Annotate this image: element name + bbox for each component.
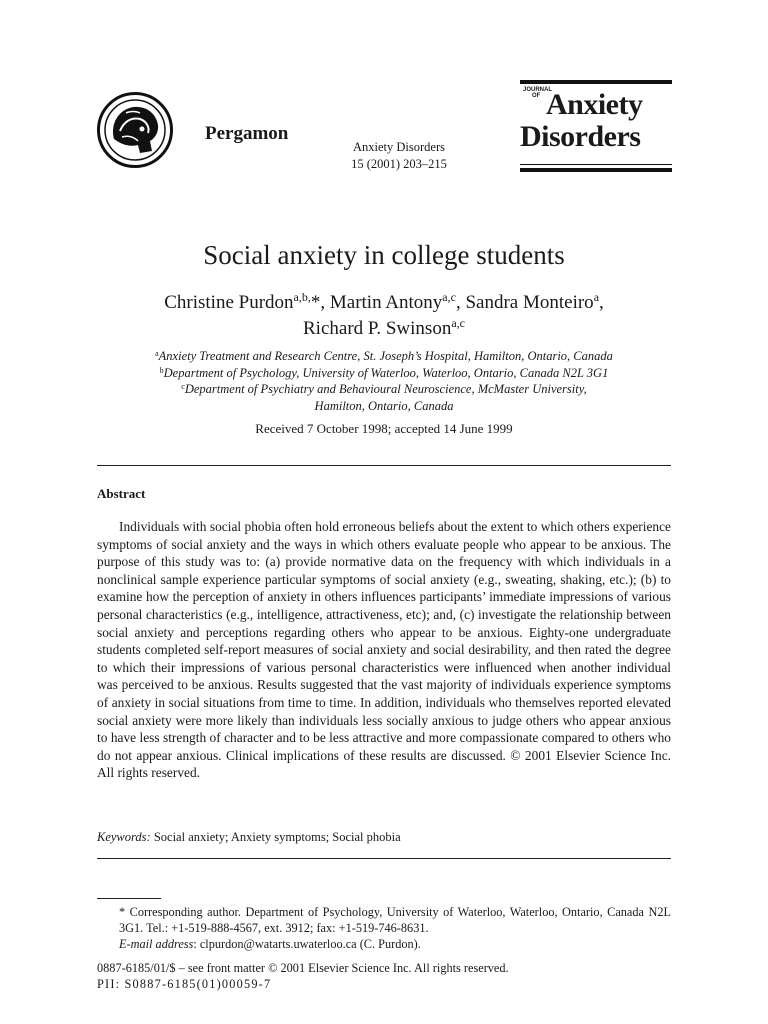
keywords-label: Keywords: [97,830,151,844]
author-name: Sandra Monteiro [465,292,594,313]
helmeted-head-icon [100,95,170,165]
logo-word-disorders: Disorders [520,120,641,153]
logo-word-anxiety: Anxiety [546,88,643,121]
corresponding-author-note: * Corresponding author. Department of Psychology, University of Waterloo, Waterloo, Ontario, Canada N2L 3G1. Tel.: +1-519-888-4567, ext. 3912; fax: +1-519-746-8631. [119,905,671,936]
affiliation-a: $^a$Anxiety Treatment and Research Centre, St. Joseph’s Hospital, Hamilton, Ontario, Canada [155,349,613,363]
author-name: Richard P. Swinson [303,318,452,339]
affiliation-c: $^c$Department of Psychiatry and Behavioural Neuroscience, McMaster University, [181,382,587,396]
journal-name: Anxiety Disorders [353,140,445,154]
author-affil-sup: a,b, [293,290,311,304]
footnote [97,904,671,953]
logo-bottom-bar [520,168,672,172]
pii-line: PII: S0887-6185(01)00059-7 [97,977,272,991]
received-dates: Received 7 October 1998; accepted 14 June 1999 [255,421,513,436]
divider-top [97,465,671,466]
front-matter-line: 0887-6185/01/$ – see front matter © 2001 Elsevier Science Inc. All rights reserved. [97,961,509,975]
abstract-body: Individuals with social phobia often hold erroneous beliefs about the extent to which others experience symptoms of social anxiety and the ways in which others evaluate people who appear to be anxious. The purpose of this study was to: (a) provide normative data on the frequency with which individuals in a nonclinical sample experience particular symptoms of social anxiety (e.g., sweating, shaking, etc.); (b) to examine how the perception of anxiety in others influences participants’ immediate impressions of various personal characteristics (e.g., intelligence, attractiveness, etc); and, (c) investigate the relationship between social anxiety and perceptions regarding others who appear to be anxious. Eighty-one undergraduate students completed self-report measures of social anxiety and social desirability, and then rated the degree to which their impressions of various personal characteristics were influenced when another individual was perceived to be anxious. Results suggested that the vast majority of individuals experience symptoms of anxiety in social situations from time to time. In addition, individuals who themselves reported elevated social anxiety were more likely than individuals less socially anxious to judge others who appear anxious to have less strength of character and to be less attractive and more compassionate compared to others who do not appear anxious. Clinical implications of these results are discussed. © 2001 Elsevier Science Inc. All rights reserved. [97,519,671,781]
author-line-2 [0,316,768,342]
author-line-1: Christine Purdon$^{a,b,}$*, Martin Antony$^{a,c}$, Sandra Monteiro$^a$, [164,290,604,313]
author-name: Christine Purdon [164,292,294,313]
author-affil-sup: a,c [451,316,465,330]
journal-citation [340,139,458,173]
volume-pages: 15 (2001) 203–215 [351,157,447,171]
affiliation-c-cont: Hamilton, Ontario, Canada [314,398,454,413]
keywords-text: Social anxiety; Anxiety symptoms; Social phobia [153,830,401,844]
article-title: Social anxiety in college students [203,240,565,270]
affiliation-b: $^b$Department of Psychology, University of Waterloo, Waterloo, Ontario, Canada N2L 3G1 [159,365,609,380]
corresponding-star: * [310,292,321,313]
publisher-name: Pergamon [205,123,289,144]
logo-bottom-thin-bar [520,164,672,165]
footnote-rule [97,898,161,899]
author-list [0,290,768,342]
email-value: : clpurdon@watarts.uwaterloo.ca (C. Purdon). [193,937,421,952]
author-affil-sup: a [593,290,600,304]
logo-top-bar [520,80,672,84]
affiliations [0,348,768,414]
publisher-logo-emblem [97,92,173,168]
author-name: Martin Antony [329,292,443,313]
divider-bottom [97,858,671,859]
author-affil-sup: a,c [442,290,456,304]
email-label: E-mail address [119,937,194,952]
email-line [97,936,671,952]
journal-logo [520,80,672,172]
abstract-heading: Abstract [97,486,146,501]
keywords [97,830,401,845]
logo-journal-of: JOURNAL OF [523,87,553,99]
